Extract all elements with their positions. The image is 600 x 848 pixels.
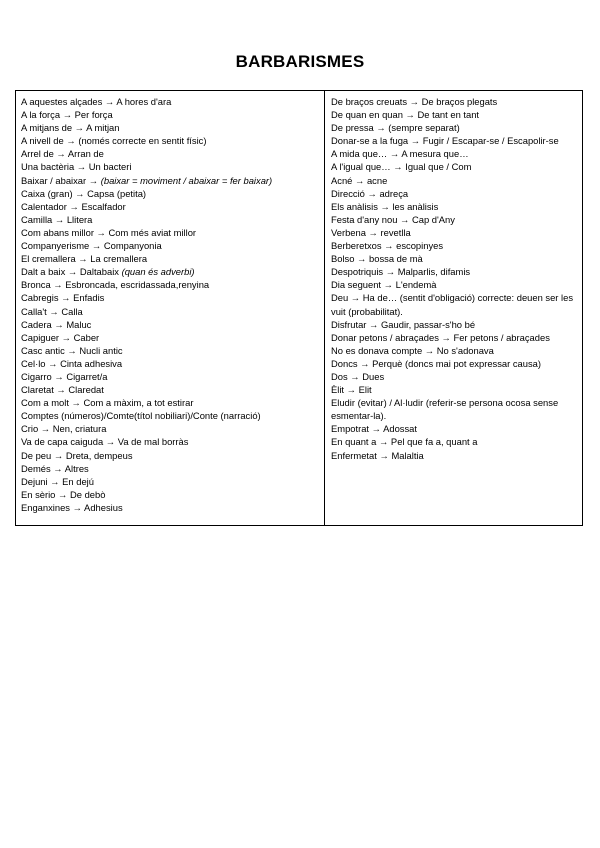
right-column bbox=[325, 91, 582, 525]
list-item bbox=[331, 134, 582, 147]
entry-text: Claretat → Claredat bbox=[21, 384, 104, 396]
entry-text: A aquestes alçades → A hores d'ara bbox=[21, 96, 172, 107]
list-item bbox=[331, 200, 582, 213]
entry-text: Festa d'any nou → Cap d'Any bbox=[331, 213, 455, 225]
entry-text: En quant a → Pel que fa a, quant a bbox=[331, 436, 478, 448]
list-item bbox=[21, 108, 324, 121]
entry-text: A l'igual que… → Igual que / Com bbox=[331, 161, 472, 173]
list-item bbox=[331, 187, 582, 200]
list-item bbox=[21, 95, 324, 108]
entry-text: Dia seguent → L'endemà bbox=[331, 279, 437, 291]
entry-text: Cel·lo → Cinta adhesiva bbox=[21, 357, 123, 369]
list-item bbox=[21, 213, 324, 226]
list-item bbox=[331, 252, 582, 265]
entry-text: Dejuni → En dejú bbox=[21, 475, 94, 487]
list-item bbox=[21, 462, 324, 475]
entry-text: Capiguer → Caber bbox=[21, 331, 100, 343]
list-item bbox=[331, 383, 582, 396]
entry-text: Verbena → revetlla bbox=[331, 226, 411, 238]
list-item bbox=[331, 160, 582, 173]
list-item bbox=[21, 160, 324, 173]
list-item bbox=[21, 422, 324, 435]
entry-text: Disfrutar → Gaudir, passar-s'ho bé bbox=[331, 318, 476, 330]
entry-text: Cigarro → Cigarret/a bbox=[21, 370, 108, 382]
entry-text: A nivell de → (només correcte en sentit físic) bbox=[21, 135, 207, 147]
entry-text: Els anàlisis → les anàlisis bbox=[331, 200, 439, 212]
list-item bbox=[21, 291, 324, 304]
entry-text: Calentador → Escalfador bbox=[21, 200, 126, 212]
entry-text: Doncs → Perquè (doncs mai pot expressar causa) bbox=[331, 357, 541, 369]
list-item bbox=[21, 370, 324, 383]
list-item bbox=[331, 422, 582, 435]
list-item bbox=[21, 449, 324, 462]
list-item bbox=[331, 226, 582, 239]
list-item bbox=[331, 121, 582, 134]
list-item bbox=[21, 134, 324, 147]
entry-text: De braços creuats → De braços plegats bbox=[331, 96, 498, 107]
left-column bbox=[16, 91, 325, 525]
entry-text: Bolso → bossa de mà bbox=[331, 253, 423, 265]
entry-text: Direcció → adreça bbox=[331, 187, 409, 199]
list-item bbox=[21, 396, 324, 409]
entry-text: Calla't → Calla bbox=[21, 305, 83, 317]
entry-text: Dos → Dues bbox=[331, 370, 385, 382]
entry-text: Cabregis → Enfadis bbox=[21, 292, 105, 304]
list-item bbox=[21, 121, 324, 134]
list-item bbox=[331, 213, 582, 226]
entry-note: (baixar = moviment / abaixar = fer baixar) bbox=[100, 174, 273, 186]
entry-text: Arrel de → Arran de bbox=[21, 148, 104, 160]
entry-text: A mitjans de → A mitjan bbox=[21, 122, 120, 134]
entry-text: El cremallera → La cremallera bbox=[21, 253, 148, 265]
entry-text: Enganxines → Adhesius bbox=[21, 501, 123, 513]
entry-text: Crio → Nen, criatura bbox=[21, 423, 107, 435]
entry-text: Companyerisme → Companyonia bbox=[21, 240, 162, 252]
entry-text: A mida que… → A mesura que… bbox=[331, 148, 469, 160]
entry-text: De quan en quan → De tant en tant bbox=[331, 109, 480, 121]
list-item bbox=[21, 239, 324, 252]
list-item bbox=[21, 435, 324, 448]
list-item bbox=[331, 291, 582, 317]
list-item bbox=[21, 344, 324, 357]
list-item bbox=[331, 318, 582, 331]
list-item bbox=[21, 147, 324, 160]
list-item bbox=[21, 475, 324, 488]
list-item bbox=[21, 488, 324, 501]
entry-text: Casc antic → Nucli antic bbox=[21, 344, 123, 356]
entry-note: (quan és adverbi) bbox=[121, 266, 195, 278]
list-item bbox=[21, 200, 324, 213]
entry-text: Cadera → Maluc bbox=[21, 318, 92, 330]
list-item bbox=[331, 357, 582, 370]
page-title: BARBARISMES bbox=[235, 52, 365, 71]
entry-text: No es donava compte → No s'adonava bbox=[331, 344, 494, 356]
list-item bbox=[331, 147, 582, 160]
list-item bbox=[21, 501, 324, 514]
barbarisms-table bbox=[15, 90, 583, 526]
list-item bbox=[331, 239, 582, 252]
list-item bbox=[21, 305, 324, 318]
entry-text: Despotriquis → Malparlis, difamis bbox=[331, 266, 471, 278]
list-item bbox=[331, 331, 582, 344]
entry-text: Acné → acne bbox=[331, 174, 388, 186]
list-item bbox=[331, 435, 582, 448]
entry-text: Deu → Ha de… (sentit d'obligació) correcte: deuen ser les vuit (probabilitat). bbox=[331, 292, 574, 317]
list-item bbox=[21, 278, 324, 291]
entry-text: Camilla → Llitera bbox=[21, 213, 93, 225]
list-item bbox=[21, 226, 324, 239]
list-item bbox=[21, 187, 324, 200]
entry-text: Donar-se a la fuga → Fugir / Escapar-se / Escapolir-se bbox=[331, 135, 559, 147]
list-item bbox=[21, 265, 324, 278]
entry-text: Enfermetat → Malaltia bbox=[331, 449, 424, 461]
entry-text: Com a molt → Com a màxim, a tot estirar bbox=[21, 397, 194, 409]
entry-text: Caixa (gran) → Capsa (petita) bbox=[21, 187, 147, 199]
list-item bbox=[21, 174, 324, 187]
entry-text: Va de capa caiguda → Va de mal borràs bbox=[21, 436, 189, 448]
list-item bbox=[331, 370, 582, 383]
list-item bbox=[331, 344, 582, 357]
list-item bbox=[21, 357, 324, 370]
list-item bbox=[21, 409, 324, 422]
entry-text: A la força → Per força bbox=[21, 109, 113, 121]
list-item bbox=[331, 265, 582, 278]
list-item bbox=[331, 396, 582, 422]
list-item bbox=[331, 278, 582, 291]
list-item bbox=[21, 383, 324, 396]
list-item bbox=[21, 252, 324, 265]
list-item bbox=[331, 449, 582, 462]
entry-text: Èlit → Elit bbox=[331, 384, 372, 396]
entry-text: Demés → Altres bbox=[21, 462, 89, 474]
list-item bbox=[21, 318, 324, 331]
entry-text: Bronca → Esbroncada, escridassada,renyina bbox=[21, 279, 210, 291]
entry-text: Eludir (evitar) / Al·ludir (referir-se persona ocosa sense esmentar-la). bbox=[331, 397, 559, 422]
entry-text: En sèrio → De debò bbox=[21, 488, 106, 500]
entry-text: Comptes (números)/Comte(títol nobiliari)/Conte (narració) bbox=[21, 410, 261, 422]
entry-text: Com abans millor → Com més aviat millor bbox=[21, 226, 197, 238]
list-item bbox=[331, 95, 582, 108]
entry-text: Dalt a baix → Daltabaix bbox=[21, 266, 122, 278]
entry-text: De pressa → (sempre separat) bbox=[331, 122, 460, 134]
entry-text: Berberetxos → escopinyes bbox=[331, 240, 444, 252]
list-item bbox=[331, 174, 582, 187]
entry-text: Una bactèria → Un bacteri bbox=[21, 161, 132, 173]
entry-text: Empotrat → Adossat bbox=[331, 423, 417, 435]
list-item bbox=[21, 331, 324, 344]
entry-text: Donar petons / abraçades → Fer petons / abraçades bbox=[331, 331, 550, 343]
entry-text: Baixar / abaixar → bbox=[21, 174, 101, 186]
entry-text: De peu → Dreta, dempeus bbox=[21, 449, 133, 461]
list-item bbox=[331, 108, 582, 121]
